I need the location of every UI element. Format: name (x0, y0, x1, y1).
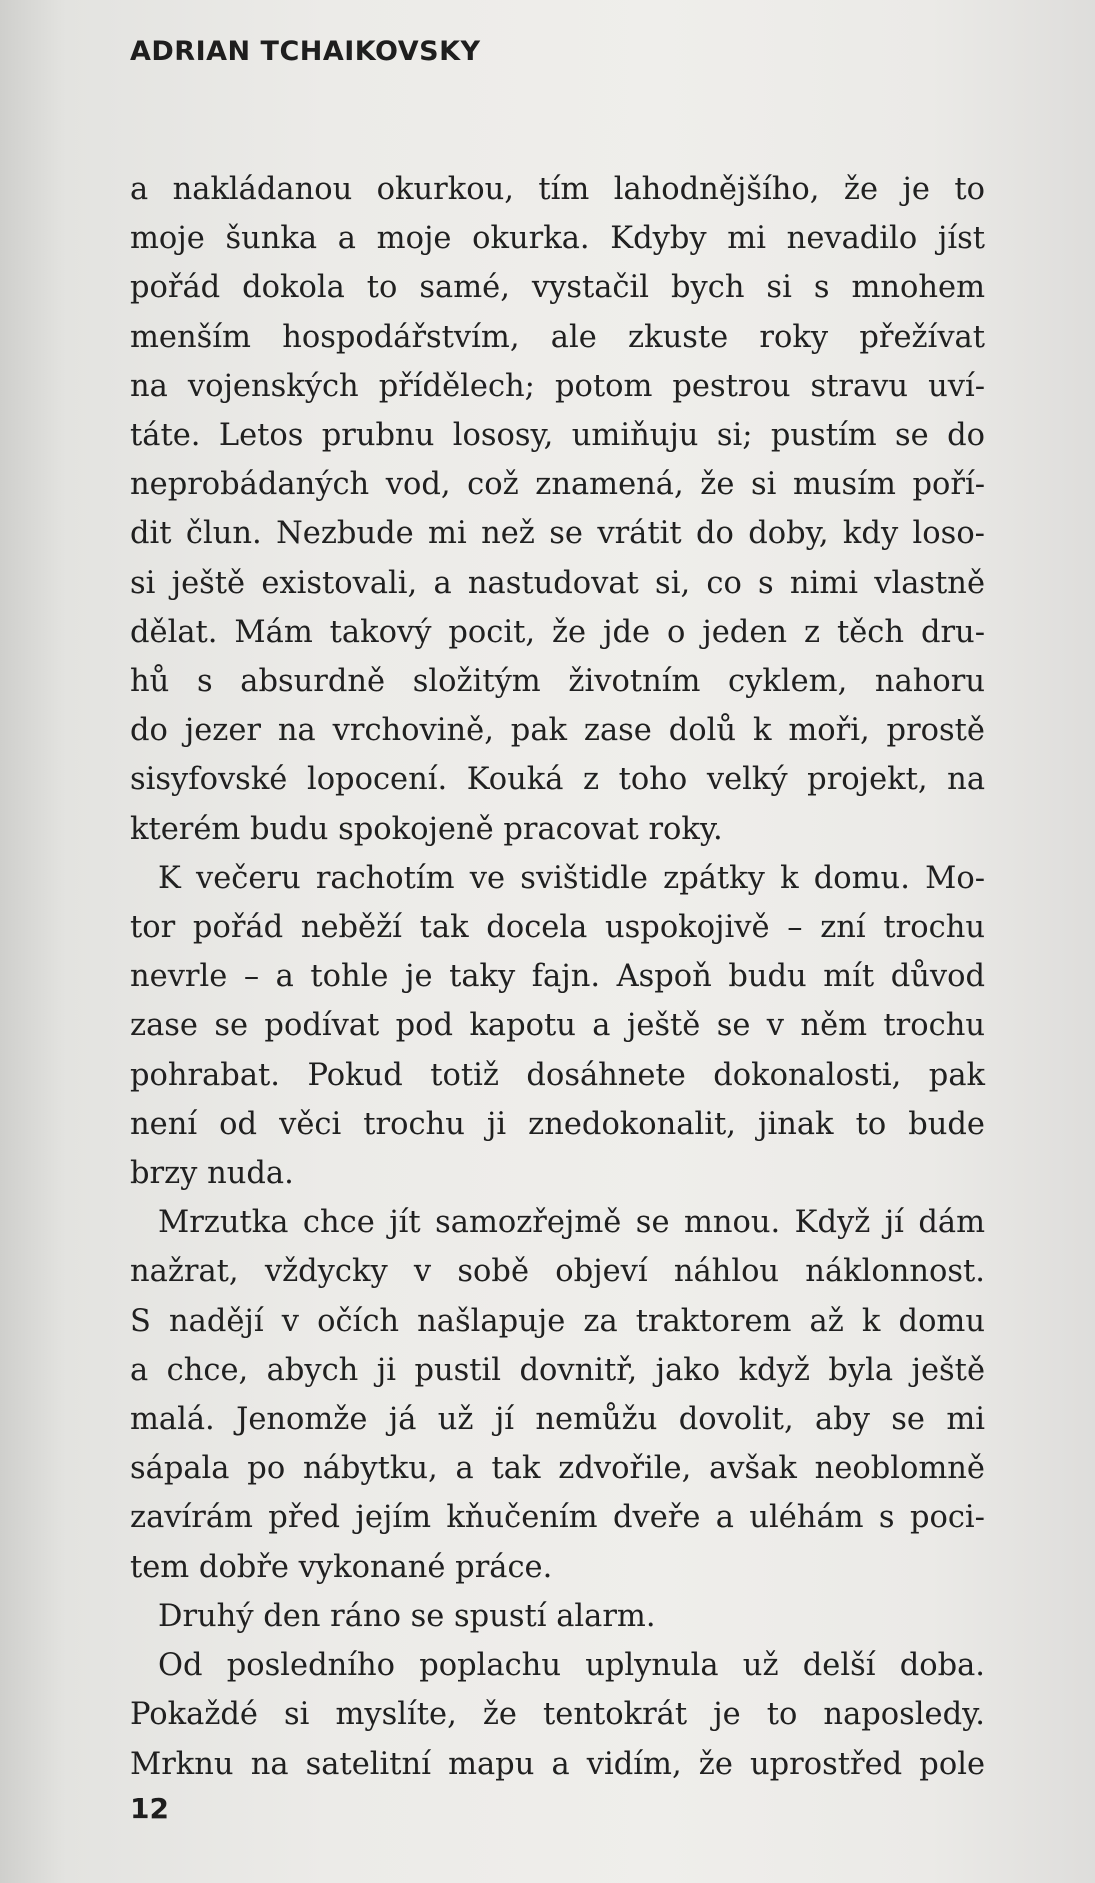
text-line: Od posledního poplachu uplynula už delší doba. (158, 1648, 985, 1684)
text-line: nažrat, vždycky v sobě objeví náhlou náklonnost. (130, 1254, 985, 1290)
running-head: ADRIAN TCHAIKOVSKY (130, 36, 481, 67)
text-line: dit člun. Nezbude mi než se vrátit do doby, kdy loso- (130, 516, 985, 552)
text-line: táte. Letos prubnu lososy, umiňuju si; pustím se do (130, 418, 985, 454)
text-line: nevrle – a tohle je taky fajn. Aspoň budu mít důvod (130, 959, 985, 995)
text-line: kterém budu spokojeně pracovat roky. (130, 811, 723, 847)
text-line: do jezer na vrchovině, pak zase dolů k moři, prostě (130, 713, 985, 749)
text-line: malá. Jenomže já už jí nemůžu dovolit, aby se mi (130, 1402, 985, 1438)
text-line: brzy nuda. (130, 1156, 294, 1192)
page-number: 12 (130, 1792, 169, 1825)
text-line: si ještě existovali, a nastudovat si, co s nimi vlastně (130, 565, 985, 601)
text-line: tor pořád neběží tak docela uspokojivě – zní trochu (130, 910, 985, 946)
text-line: a chce, abych ji pustil dovnitř, jako když byla ještě (130, 1352, 985, 1388)
text-line: S nadějí v očích našlapuje za traktorem až k domu (130, 1303, 985, 1339)
text-line: neprobádaných vod, což znamená, že si musím poří- (130, 467, 985, 503)
text-line: moje šunka a moje okurka. Kdyby mi nevadilo jíst (130, 221, 985, 257)
text-line: Druhý den ráno se spustí alarm. (158, 1598, 656, 1634)
text-line: na vojenských přídělech; potom pestrou stravu uví- (130, 368, 985, 404)
text-line: pohrabat. Pokud totiž dosáhnete dokonalosti, pak (130, 1057, 985, 1093)
text-line: Pokaždé si myslíte, že tentokrát je to naposledy. (130, 1697, 985, 1733)
text-line: dělat. Mám takový pocit, že jde o jeden z těch dru- (130, 614, 985, 650)
text-line: hů s absurdně složitým životním cyklem, nahoru (130, 664, 985, 700)
text-line: zase se podívat pod kapotu a ještě se v něm trochu (130, 1008, 985, 1044)
text-line: není od věci trochu ji znedokonalit, jinak to bude (130, 1106, 985, 1142)
text-line: menším hospodářstvím, ale zkuste roky přežívat (130, 319, 985, 355)
body-text (130, 165, 985, 1789)
text-line: a nakládanou okurkou, tím lahodnějšího, že je to (130, 172, 985, 207)
text-line: Mrknu na satelitní mapu a vidím, že uprostřed pole (130, 1746, 985, 1782)
text-line: Mrzutka chce jít samozřejmě se mnou. Když jí dám (158, 1205, 985, 1241)
text-line: tem dobře vykonané práce. (130, 1549, 553, 1585)
text-line: sápala po nábytku, a tak zdvořile, avšak neoblomně (130, 1451, 985, 1487)
text-line: sisyfovské lopocení. Kouká z toho velký projekt, na (130, 762, 985, 798)
text-line: K večeru rachotím ve svištidle zpátky k domu. Mo- (158, 860, 985, 896)
text-line: pořád dokola to samé, vystačil bych si s mnohem (130, 270, 985, 306)
text-line: zavírám před jejím kňučením dveře a uléhám s poci- (130, 1500, 985, 1536)
